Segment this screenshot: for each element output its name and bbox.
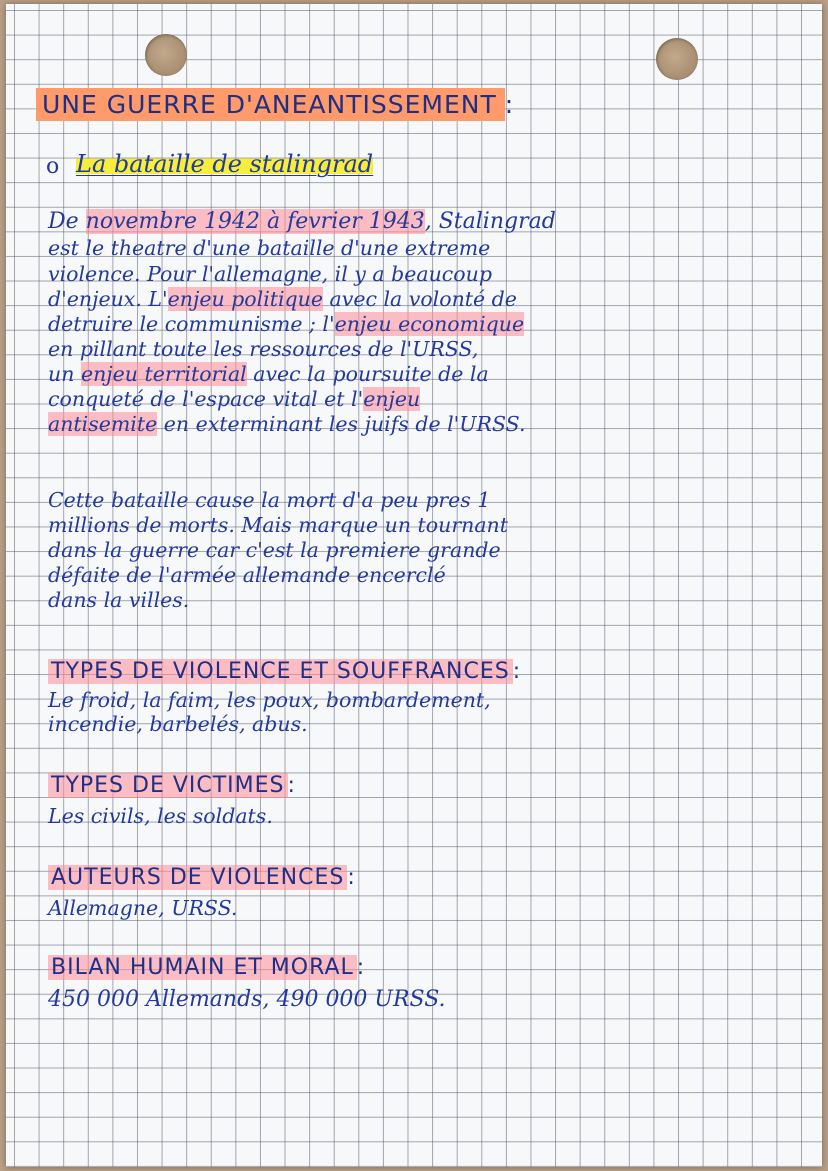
bilan-heading bbox=[48, 956, 365, 980]
violence-heading-text: TYPES DE VIOLENCE ET SOUFFRANCES bbox=[48, 659, 513, 684]
bilan-heading-text: BILAN HUMAIN ET MORAL bbox=[48, 955, 357, 980]
victims-text: Les civils, les soldats. bbox=[48, 804, 273, 828]
p1-l1-c: , Stalingrad bbox=[424, 209, 556, 234]
p1-l4-c: avec la volonté de bbox=[323, 287, 517, 311]
section-title-text: La bataille de stalingrad bbox=[76, 150, 374, 178]
p1-antisemite: antisemite bbox=[48, 412, 158, 436]
binder-hole-right bbox=[656, 38, 698, 80]
p1-l7-a: un bbox=[48, 362, 81, 386]
p1-l5-a: detruire le communisme ; l' bbox=[48, 312, 335, 336]
authors-heading-colon: : bbox=[347, 865, 356, 890]
violence-line-2: incendie, barbelés, abus. bbox=[48, 712, 308, 736]
p2-line-4: défaite de l'armée allemande encerclé bbox=[48, 563, 446, 587]
main-title bbox=[36, 90, 514, 119]
main-title-colon: : bbox=[504, 90, 515, 119]
p1-line-5 bbox=[48, 312, 524, 336]
p1-line-8 bbox=[48, 387, 420, 411]
notebook-page bbox=[6, 4, 822, 1167]
binder-hole-left bbox=[145, 34, 187, 76]
victims-heading bbox=[48, 774, 296, 798]
p1-line-9 bbox=[48, 412, 526, 436]
main-title-text: UNE GUERRE D'ANEANTISSEMENT bbox=[36, 88, 505, 121]
p1-l8-a: conqueté de l'espace vital et l' bbox=[48, 387, 364, 411]
p1-line-4 bbox=[48, 287, 517, 311]
p1-line-2: est le theatre d'une bataille d'une extreme bbox=[48, 236, 491, 260]
p1-line-7 bbox=[48, 362, 489, 386]
violence-heading-colon: : bbox=[512, 659, 522, 684]
bilan-heading-colon: : bbox=[356, 955, 366, 980]
p1-l7-c: avec la poursuite de la bbox=[246, 362, 489, 386]
violence-line-1: Le froid, la faim, les poux, bombardement, bbox=[48, 688, 491, 712]
victims-heading-colon: : bbox=[287, 773, 296, 798]
p1-l4-a: d'enjeux. L' bbox=[48, 287, 168, 311]
p1-l1-a: De bbox=[48, 209, 86, 234]
p1-line-3: violence. Pour l'allemagne, il y a beaucoup bbox=[48, 262, 492, 286]
authors-heading-text: AUTEURS DE VIOLENCES bbox=[48, 865, 347, 890]
p1-dates: novembre 1942 à fevrier 1943 bbox=[85, 209, 425, 234]
p2-line-2: millions de morts. Mais marque un tournant bbox=[48, 513, 508, 537]
bilan-text: 450 000 Allemands, 490 000 URSS. bbox=[48, 987, 446, 1012]
p1-line-1 bbox=[48, 210, 556, 234]
p1-l9-b: en exterminant les juifs de l'URSS. bbox=[157, 412, 526, 436]
authors-text: Allemagne, URSS. bbox=[48, 896, 238, 920]
p1-enjeu-economique: enjeu economique bbox=[334, 312, 525, 336]
authors-heading bbox=[48, 866, 356, 890]
p1-line-6: en pillant toute les ressources de l'URSS, bbox=[48, 337, 479, 361]
section-title bbox=[76, 150, 373, 178]
victims-heading-text: TYPES DE VICTIMES bbox=[48, 773, 288, 798]
p2-line-5: dans la villes. bbox=[48, 588, 190, 612]
p1-enjeu-politique: enjeu politique bbox=[167, 287, 324, 311]
section-bullet: o bbox=[46, 154, 60, 179]
violence-heading bbox=[48, 660, 521, 684]
p1-enjeu: enjeu bbox=[363, 387, 421, 411]
p1-enjeu-territorial: enjeu territorial bbox=[80, 362, 247, 386]
p2-line-3: dans la guerre car c'est la premiere grande bbox=[48, 538, 501, 562]
p2-line-1: Cette bataille cause la mort d'a peu pres 1 bbox=[48, 488, 491, 512]
